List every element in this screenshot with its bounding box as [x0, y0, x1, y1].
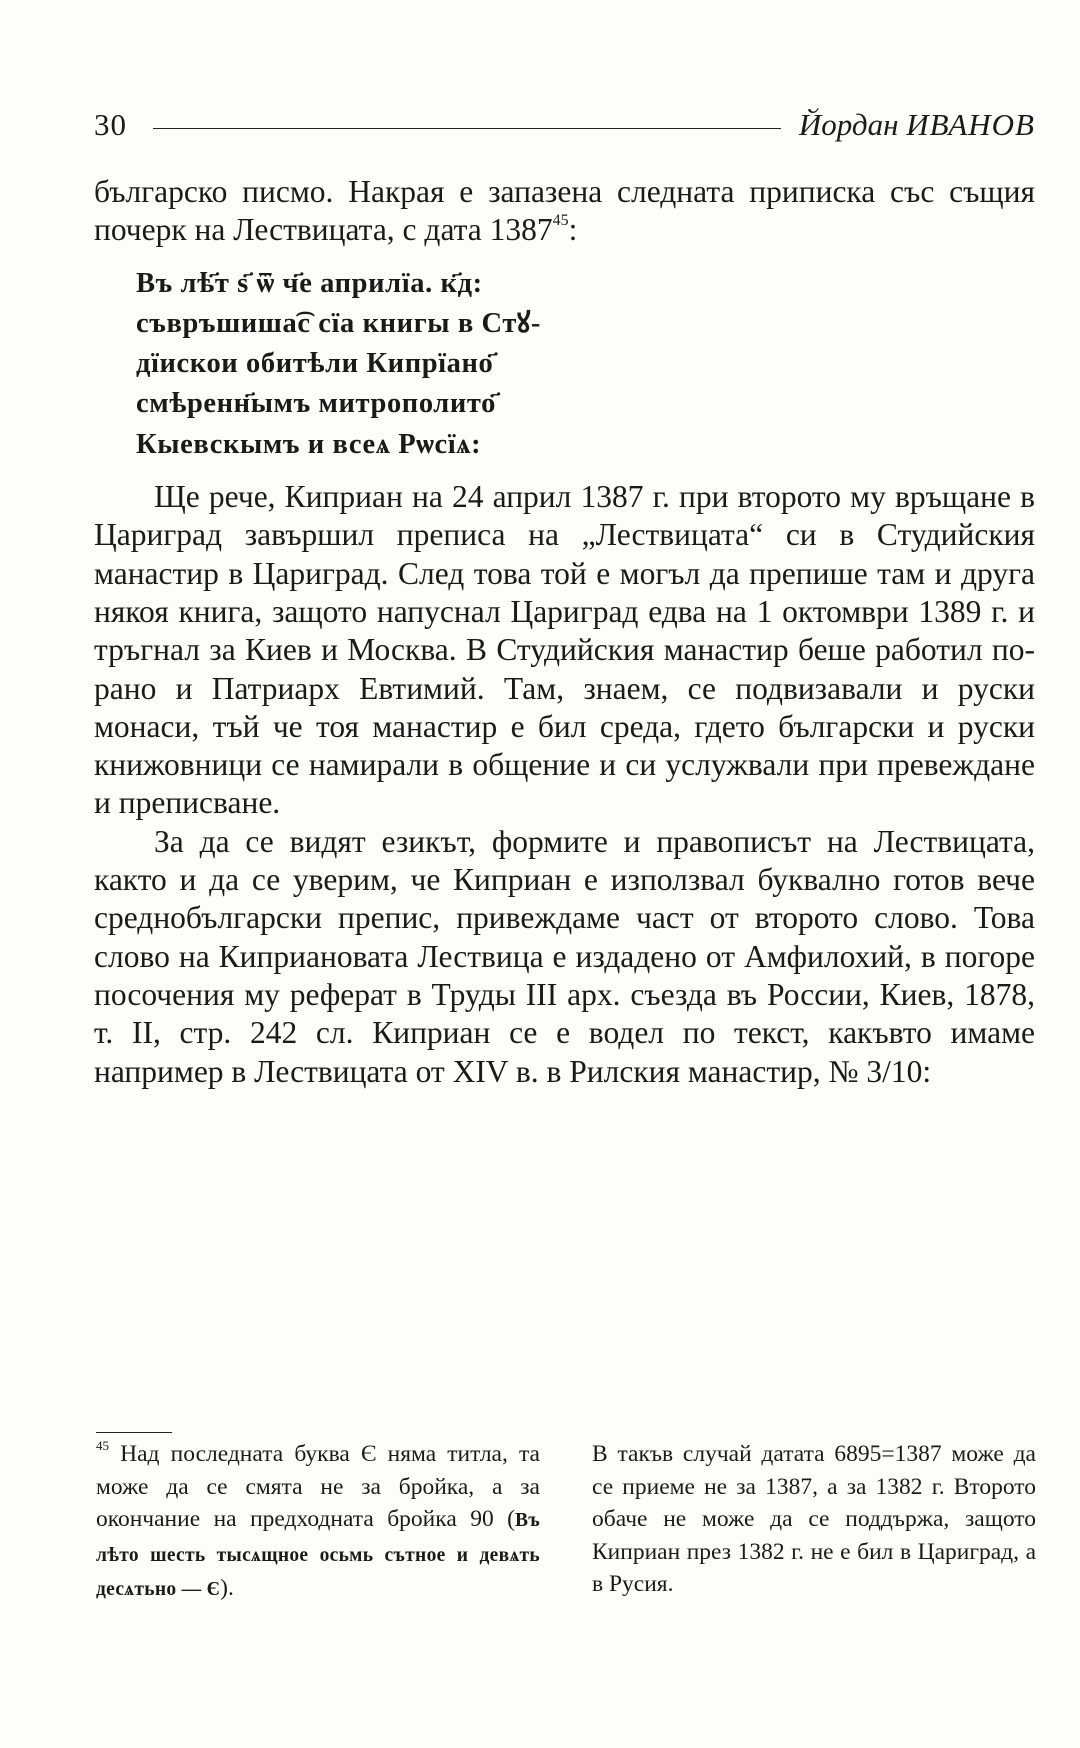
intro-colon: : — [568, 212, 578, 248]
inscription-line: Въ лѣ҃т ѕ҃ ѿ ч҃е априлїа. к҃д: — [136, 267, 483, 299]
footnote-slavonic-text: Въ лѣто шесть тысѧщное осьмь сътное и девѧть десѧтьно — Є — [96, 1510, 540, 1600]
author-last-name: ИВАНОВ — [906, 107, 1035, 142]
footnote-column-left — [96, 1438, 540, 1607]
header-rule — [153, 128, 781, 129]
intro-paragraph — [94, 173, 1035, 250]
author-first-name: Йордан — [798, 107, 899, 142]
main-text — [94, 173, 1035, 1091]
footnote-45 — [96, 1438, 1036, 1607]
paragraph-cyprian-return: Ще рече, Киприан на 24 април 1387 г. при второто му връщане в Цариград завършил преписа на „Лествицата“ си в Студийския манастир в Цариград. След това той е могъл да препише там и друга някоя книга, защото напуснал Цариград едва на 1 октомври 1389 г. и тръгнал за Киев и Москва. В Студийския манастир беше работил по-рано и Патриарх Евтимий. Там, знаем, се подвизавали и руски монаси, тъй че тоя манастир е бил среда, гдето български и руски книжовници се намирали в общение и си услужвали при превеждане и преписване. — [94, 479, 1035, 821]
page-number: 30 — [94, 107, 127, 142]
footnote-text-left: Над последната буква Є няма титла, та може да се смята не за бройка, а за окончание на предходната бройка 90 ( — [96, 1441, 540, 1532]
inscription-line: Кыевскымъ и всеѧ Рѡсїѧ: — [136, 428, 482, 460]
running-head — [94, 105, 1035, 145]
inscription-line: дїискои обитѣли Кипрїано҃ — [136, 348, 494, 380]
footnote-number: 45 — [96, 1438, 109, 1453]
inscription-line: съвръшиша͡с сїа книгы в Стꙋ- — [136, 307, 541, 339]
footnote-column-right: В такъв случай датата 6895=1387 може да се приеме не за 1387, а за 1382 г. Второто обаче не може да се поддържа, защото Киприан през 1382 г. не е бил в Цариград, а в Русия. — [592, 1441, 1036, 1597]
paragraph-language-forms: За да се видят езикът, формите и правописът на Лествицата, както и да се уверим, че Киприан е използвал буквално готов вече среднобългарски препис, привеждаме част от второто слово. Това слово на Киприановата Лествица е издадено от Амфилохий, в погоре посочения му реферат в Труды III арх. съезда въ России, Киев, 1878, т. II, стр. 242 сл. Киприан се е водел по текст, какъвто имаме например в Лествицата от XIV в. в Рилския манастир, № 3/10: — [94, 823, 1035, 1089]
intro-text: българско писмо. Накрая е запазена следната приписка със същия почерк на Лествицата, с дата 1387 — [94, 174, 1035, 248]
footnote-reference: 45 — [552, 212, 569, 230]
footnote-rule — [96, 1432, 172, 1433]
slavonic-inscription — [136, 264, 736, 465]
running-head-author — [799, 107, 1035, 143]
footnote-end: ). — [220, 1575, 234, 1601]
inscription-line: смѣренн҃ымъ митрополито҃ — [136, 388, 496, 420]
